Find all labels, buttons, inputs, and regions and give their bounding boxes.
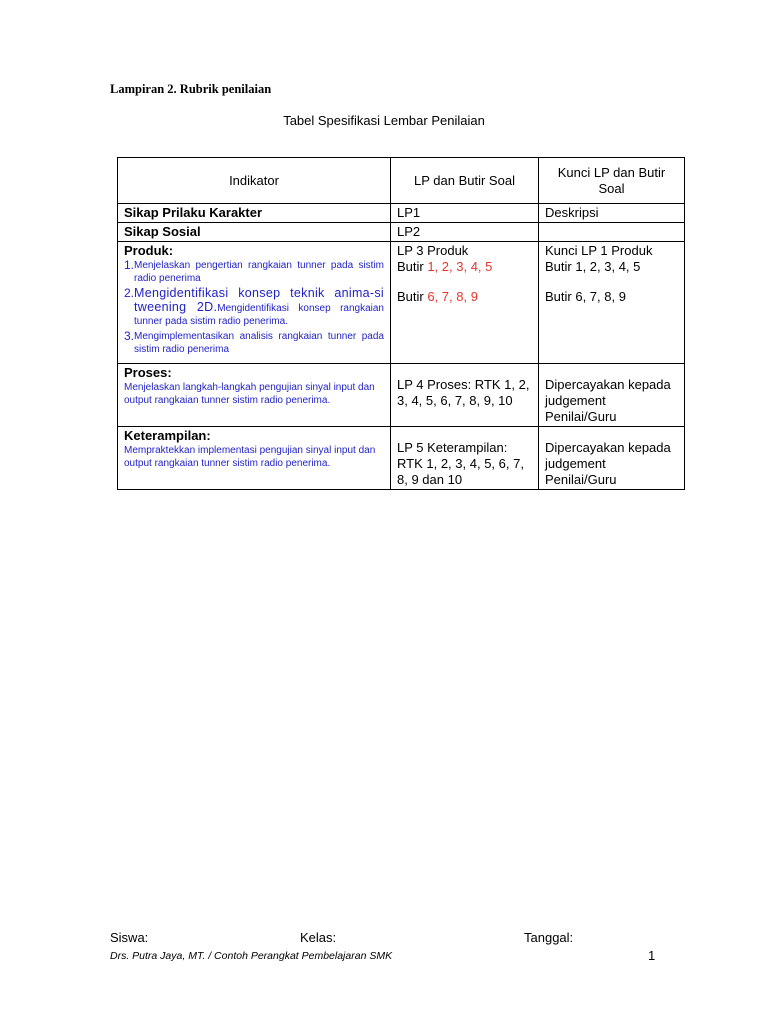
header-indikator: Indikator: [118, 158, 391, 204]
header-kunci-lp: Kunci LP dan Butir Soal: [539, 158, 685, 204]
butir-values: 6, 7, 8, 9: [427, 289, 478, 304]
lp-butir: [397, 289, 532, 305]
butir-prefix: Butir: [397, 289, 428, 304]
cell-kunci: [539, 223, 685, 242]
cell-lp: LP2: [391, 223, 539, 242]
table-title: Tabel Spesifikasi Lembar Penilaian: [283, 113, 485, 128]
butir-values: 1, 2, 3, 4, 5: [427, 259, 493, 274]
page-number: 1: [648, 948, 656, 963]
kunci-line: Kunci LP 1 Produk: [545, 243, 653, 258]
table-row: [118, 223, 685, 242]
cell-indikator: [118, 427, 391, 490]
list-text: Menjelaskan pengertian rangkaian tunner pada sistim radio penerima: [134, 260, 384, 284]
list-number: 1.: [124, 258, 135, 272]
cell-lp: [391, 364, 539, 427]
table-header-row: [118, 158, 685, 204]
cell-kunci: [539, 242, 685, 364]
cell-kunci: [539, 364, 685, 427]
list-text: Mengimplementasikan analisis rangkaian tunner pada sistim radio penerima: [134, 331, 384, 355]
list-item: [124, 259, 384, 285]
table-row: [118, 204, 685, 223]
table-row: [118, 242, 685, 364]
kunci-line: Butir 1, 2, 3, 4, 5: [545, 259, 641, 274]
specification-table: [117, 157, 685, 490]
cell-kunci: [539, 427, 685, 490]
lp-line: LP 3 Produk: [397, 243, 469, 258]
kunci-text: Dipercayakan kepada judgement Penilai/Guru: [545, 440, 671, 487]
header-lp-butir-soal: LP dan Butir Soal: [391, 158, 539, 204]
butir-prefix: Butir: [397, 259, 428, 274]
cell-indikator: [118, 242, 391, 364]
list-number: 2.: [124, 286, 135, 300]
table-row: [118, 427, 685, 490]
kelas-label: Kelas:: [300, 930, 337, 945]
lp-text: LP 5 Keterampilan: RTK 1, 2, 3, 4, 5, 6, 7, 8, 9 dan 10: [397, 440, 524, 487]
table-row: [118, 364, 685, 427]
cell-lp: [391, 242, 539, 364]
kunci-line: Butir 6, 7, 8, 9: [545, 289, 626, 304]
list-text-large: Mengidentifikasi konsep teknik anima-si tweening 2D.: [134, 286, 384, 314]
kunci-text: Dipercayakan kepada judgement Penilai/Guru: [545, 377, 671, 424]
produk-title: Produk:: [124, 243, 174, 258]
list-text: Mengidentifikasi konsep rangkaian tunner pada sistim radio penerima.: [134, 303, 384, 327]
produk-indicator-list: [124, 259, 384, 356]
lp-butir: [397, 259, 532, 275]
keterampilan-title: Keterampilan:: [124, 428, 211, 443]
cell-lp: LP1: [391, 204, 539, 223]
list-number: 3.: [124, 329, 135, 343]
footer-fields: [0, 930, 768, 948]
cell-kunci: Deskripsi: [539, 204, 685, 223]
document-heading: Lampiran 2. Rubrik penilaian: [110, 82, 272, 96]
footer-credit: Drs. Putra Jaya, MT. / Contoh Perangkat Pembelajaran SMK: [110, 950, 393, 962]
list-item: [124, 287, 384, 328]
list-item: [124, 330, 384, 356]
proses-title: Proses:: [124, 365, 172, 380]
proses-description: Menjelaskan langkah-langkah pengujian sinyal input dan output rangkaian tunner sistim radio penerima.: [124, 382, 375, 406]
siswa-label: Siswa:: [110, 930, 149, 945]
cell-indikator: Sikap Sosial: [118, 223, 391, 242]
keterampilan-description: Mempraktekkan implementasi pengujian sinyal input dan output rangkaian tunner sistim radio penerima.: [124, 445, 376, 469]
cell-lp: [391, 427, 539, 490]
tanggal-label: Tanggal:: [524, 930, 574, 945]
lp-text: LP 4 Proses: RTK 1, 2, 3, 4, 5, 6, 7, 8, 9, 10: [397, 377, 530, 408]
cell-indikator: Sikap Prilaku Karakter: [118, 204, 391, 223]
cell-indikator: [118, 364, 391, 427]
